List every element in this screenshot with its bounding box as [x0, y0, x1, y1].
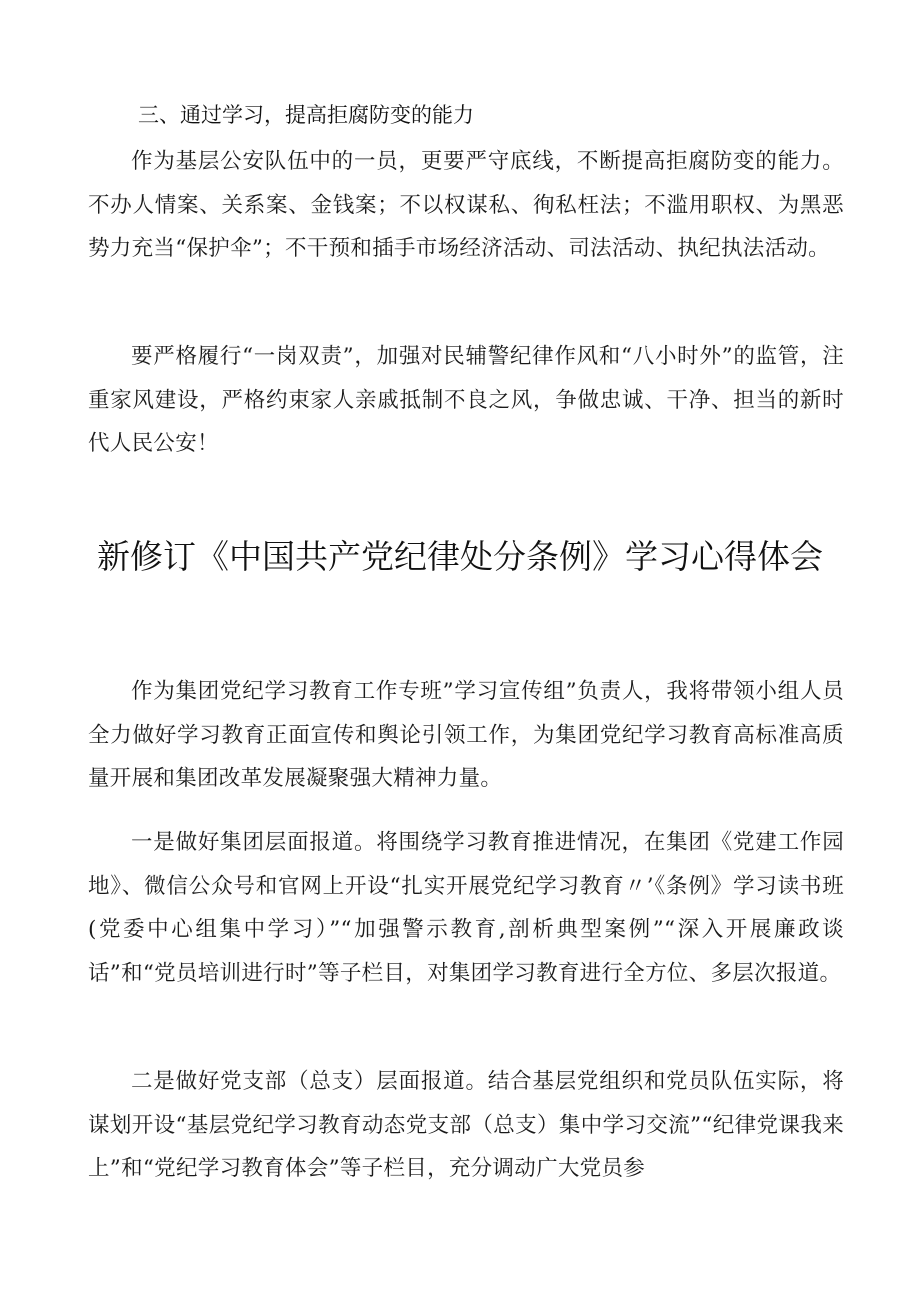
paragraph-responsibility: 要严格履行“一岗双责”，加强对民辅警纪律作风和“八小时外”的监管，注重家风建设，严格约束家人亲戚抵制不良之风，争做忠诚、干净、担当的新时代人民公安！ — [88, 344, 844, 456]
section-heading: 三、通过学习，提高拒腐防变的能力 — [138, 103, 474, 127]
paragraph-group-reporting: 一是做好集团层面报道。将围绕学习教育推进情况，在集团《党建工作园地》、微信公众号和官网上开设“扎实开展党纪学习教育〃’《条例》学习读书班(党委中心组集中学习）”“加强警示教育,剖析典型案例”“深入开展廉政谈话”和“党员培训进行时”等子栏目，对集团学习教育进行全方位、多层次报道。 — [88, 830, 844, 986]
paragraph-integrity: 作为基层公安队伍中的一员，更要严守底线，不断提高拒腐防变的能力。不办人情案、关系案、金钱案；不以权谋私、徇私枉法；不滥用职权、为黑恶势力充当“保护伞”；不干预和插手市场经济活动、司法活动、执纪执法活动。 — [88, 149, 844, 261]
document-title: 新修订《中国共产党纪律处分条例》学习心得体会 — [97, 537, 823, 576]
paragraph-intro: 作为集团党纪学习教育工作专班”学习宣传组”负责人，我将带领小组人员全力做好学习教育正面宣传和舆论引领工作，为集团党纪学习教育高标准高质量开展和集团改革发展凝聚强大精神力量。 — [88, 679, 844, 791]
paragraph-branch-reporting: 二是做好党支部（总支）层面报道。结合基层党组织和党员队伍实际，将谋划开设“基层党纪学习教育动态党支部（总支）集中学习交流”“纪律党课我来上”和“党纪学习教育体会”等子栏目，充分调动广大党员参 — [88, 1069, 844, 1181]
